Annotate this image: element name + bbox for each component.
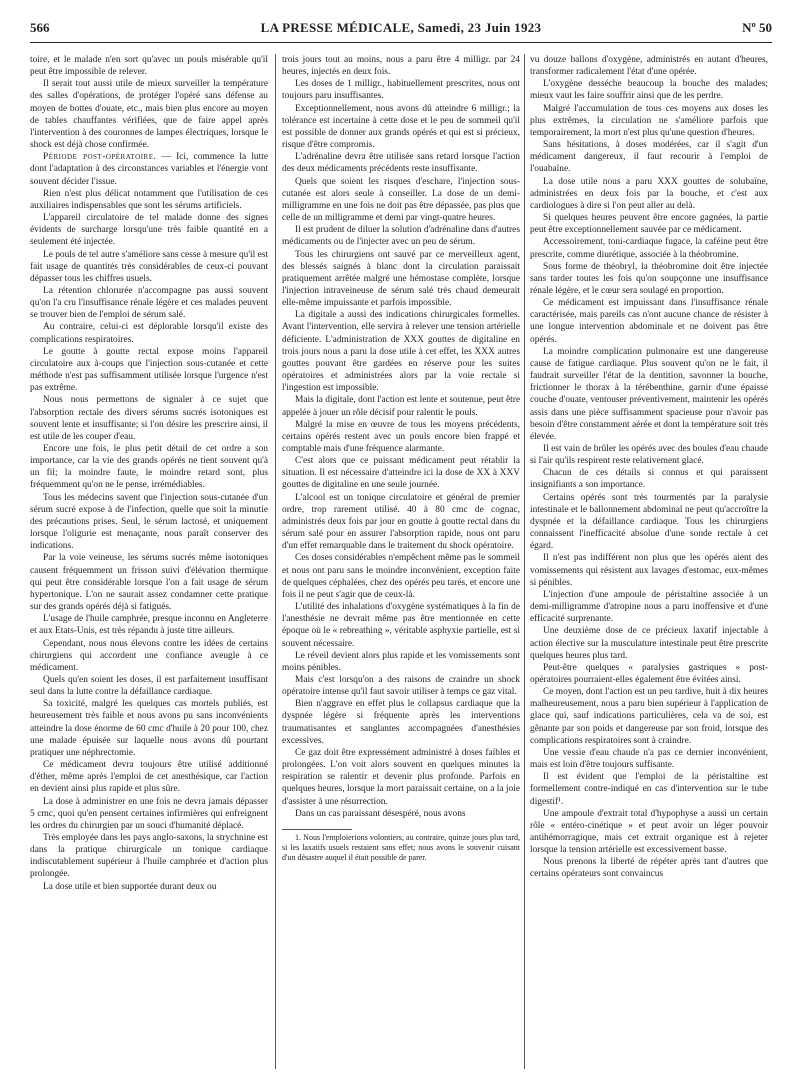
- paragraph: L'oxygène desséche beaucoup la bouche des malades; mieux vaut les faire souffrir ainsi que de les perdre.: [530, 79, 768, 102]
- paragraph: trois jours tout au moins, nous a paru être 4 milligr. par 24 heures, injectés en deux fois.: [282, 55, 520, 78]
- paragraph: La moindre complication pulmonaire est une dangereuse cause de fatigue cardiaque. Plus souvent qu'on ne le fait, il faudrait surveiller l'état de la dentition, savonner la bouche, frictionner le thorax à la térébenthine, garnir d'une épaisse couche d'ouate, ventouser préventivement, maintenir les opérés assis dans une pièce suffisamment spacieuse pour n'avoir pas besoin d'être constamment aérée et dont la température soit très élevée.: [530, 346, 768, 442]
- paragraph: Nous nous permettons de signaler à ce sujet que l'absorption rectale des divers sérums sucrés isotoniques est souvent lente et insuffisante; si l'on désire les prescrire ainsi, il est utile de les couper d'eau.: [30, 395, 268, 442]
- paragraph: Il serait tout aussi utile de mieux surveiller la température des salles d'opérations, de protéger l'opéré sans défense au moyen de bottes d'ouate, etc., mais bien plus encore au moyen de tables chauffantes vérifiées, que de faire appel après l'intervention à des couronnes de lampes électriques, lorsque le shock est déjà chose confirmée.: [30, 79, 268, 151]
- paragraph: La dose à administrer en une fois ne devra jamais dépasser 5 cmc, quoi qu'en pensent certaines infirmières qui enfreignent les ordres du chirurgien par un souci d'humanité déplacé.: [30, 796, 268, 831]
- paragraph: L'utilité des inhalations d'oxygène systématiques à la fin de l'anesthésie ne devrait même pas être mentionnée en cette époque où le « rebreathing », véritable asphyxie partielle, est si souvent nécessaire.: [282, 602, 520, 649]
- text-column-2: [282, 54, 520, 1069]
- paragraph: L'appareil circulatoire de tel malade donne des signes évidents de surcharge lorsqu'une très faible quantité en a seulement été injectée.: [30, 213, 268, 248]
- page-number: 566: [30, 20, 50, 35]
- paragraph: Au contraire, celui-ci est déplorable lorsqu'il existe des complications respiratoires.: [30, 322, 268, 345]
- paragraph: Il n'est pas indifférent non plus que les opérés aient des vomissements qui résistent aux lavages d'estomac, eux-mêmes si pénibles.: [530, 553, 768, 588]
- paragraph: Bien n'aggrave en effet plus le collapsus cardiaque que la dyspnée légère si fréquente après les interventions traumatisantes et sanglantes accompagnées d'anesthésies excessives.: [282, 699, 520, 746]
- paragraph: Une ampoule d'extrait total d'hypophyse a aussi un certain rôle « entéro-cinétique » et peut avoir un léger pouvoir antihémorragique, mais cet extrait organique est à rejeter lorsque la tension artérielle est excessivement basse.: [530, 808, 768, 856]
- paragraph: Encore une fois, le plus petit détail de cet ordre a son importance, car la vie des grands opérés ne tient souvent qu'à un fil; la moindre faute, le moindre retard sont, plus fréquemment qu'on ne le pense, irrémédiables.: [30, 444, 268, 491]
- footnote-rule: [282, 829, 352, 830]
- paragraph: Rien n'est plus délicat notamment que l'utilisation de ces auxiliaires indispensables que sont les sérums artificiels.: [30, 188, 268, 211]
- paragraph: Le pouls de tel autre s'améliore sans cesse à mesure qu'il est fait usage de quantités très considérables de ceux-ci pouvant dépasser tous les chiffres usuels.: [30, 249, 268, 284]
- paragraph: Mais la digitale, dont l'action est lente et soutenue, peut être appelée à jouer un rôle décisif pour ralentir le pouls.: [282, 395, 520, 418]
- paragraph: Très employée dans les pays anglo-saxons, la strychnine est dans la pratique chirurgicale un tonique cardiaque indiscutablement supérieur à l'huile camphrée et d'action plus prolongée.: [30, 833, 268, 880]
- paragraph: Une deuxième dose de ce précieux laxatif injectable à action élective sur la musculature intestinale peut être prescrite quelques heures plus tard.: [530, 626, 768, 661]
- paragraph: Accessoirement, toni-cardiaque fugace, la caféine peut être prescrite, comme diurétique, associée à la théobromine.: [530, 237, 768, 260]
- paragraph: L'adrénaline devra être utilisée sans retard lorsque l'action des deux médicaments précédents reste insuffisante.: [282, 152, 520, 175]
- paragraph: Ce moyen, dont l'action est un peu tardive, huit à dix heures malheureusement, nous a paru bien supérieur à l'application de glace qui, sauf indications particulières, cela va de soi, est gênante par son poids et dangereuse par son froid, lorsque des complications respiratoires sont à craindre.: [530, 687, 768, 746]
- text-column-1: [30, 54, 268, 1069]
- paragraph: Mais c'est lorsqu'on a des raisons de craindre un shock opératoire intense qu'il faut savoir utiliser à temps ce gaz vital.: [282, 674, 520, 698]
- paragraph: Ce gaz doit être expressément administré à doses faibles et prolongées. L'on voit alors souvent en quelques minutes la respiration se ralentir et devenir plus profonde. Parfois en quelques heures, lorsque la mort paraissait certaine, on a la joie d'assister à une résurrection.: [282, 747, 520, 807]
- paragraph: Ces doses considérables n'empêchent même pas le sommeil et nous ont paru sans le moindre inconvénient, exception faite de quelques céphalées, chez des opérés peu tarés, et encore une fois il ne peut s'agir que de ceux-là.: [282, 553, 520, 600]
- paragraph: Tous les chirurgiens ont sauvé par ce merveilleux agent, des blessés saignés à blanc dont la circulation paraissait pratiquement arrêtée malgré une hémostase complète, lorsque l'injection intraveineuse de sérum salé très chaud demeurait elle-même impuissante et parfois impossible.: [282, 249, 520, 309]
- journal-title: LA PRESSE MÉDICALE, Samedi, 23 Juin 1923: [260, 20, 542, 35]
- paragraph: C'est alors que ce puissant médicament peut rétablir la situation. Il est nécessaire d'atteindre ici la dose de XX à XXV gouttes de digitaline en une seule journée.: [282, 456, 520, 491]
- paragraph: La rétention chlorurée n'accompagne pas aussi souvent qu'on l'a cru l'insuffisance rénale légère et ces malades peuvent se trouver bien de l'emploi de sérum salé.: [30, 285, 268, 321]
- paragraph-text: — Ici, commence la lutte dont l'adaptation à des circonstances variables et l'énergie vont souvent décider l'issue.: [30, 152, 268, 187]
- paragraph: Sa toxicité, malgré les quelques cas mortels publiés, est heureusement très faible et nous avons pu sans inconvénients atteindre la dose énorme de 60 cmc d'huile à 20 pour 100, chez une malade épuisée sur laquelle nous avons dû pourtant pratiquer une néphrectomie.: [30, 699, 268, 758]
- paragraph: Ce médicament est impuissant dans l'insuffisance rénale caractérisée, mais pareils cas n'ont aucune chance de résister à une longue intervention abdominale et ne doivent pas être opérés.: [530, 298, 768, 345]
- paragraph: Exceptionnellement, nous avons dû atteindre 6 milligr.; la tolérance est incertaine à cette dose et le peu de sommeil qu'il est possible de donner aux grands opérés et qui est si précieux, risque d'être compromis.: [282, 103, 520, 151]
- paragraph: Quels que soient les risques d'eschare, l'injection sous-cutanée est alors seule à conseiller. La dose de un demi-milligramme en une fois ne doit pas être dépassée, pas plus que celle de un milligramme et demi par vingt-quatre heures.: [282, 176, 520, 224]
- paragraph: Certains opérés sont très tourmentés par la paralysie intestinale et le ballonnement abdominal ne peut qu'accroître la dyspnée et la défaillance cardiaque. Tous les chirurgiens connaissent l'inefficacité absolue d'une sonde rectale à cet égard.: [530, 492, 768, 552]
- paragraph: Malgré l'accumulation de tous ces moyens aux doses les plus extrêmes, la circulation ne s'améliore parfois que temporairement, la mort n'est plus qu'une question d'heures.: [530, 103, 768, 138]
- paragraph: Chacun de ces détails si connus et qui paraissent insignifiants a son importance.: [530, 468, 768, 491]
- paragraph: Il est vain de brûler les opérés avec des boules d'eau chaude si l'air qu'ils respirent reste relativement glacé.: [530, 444, 768, 467]
- paragraph: Une vessie d'eau chaude n'a pas ce dernier inconvénient, mais est loin d'être toujours suffisante.: [530, 747, 768, 771]
- paragraph: [30, 151, 268, 187]
- paragraph: Le réveil devient alors plus rapide et les vomissements sont moins pénibles.: [282, 650, 520, 673]
- paragraph: Malgré la mise en œuvre de tous les moyens précédents, certains opérés restent avec un pouls encore bien frappé et comptable mais d'une fréquence alarmante.: [282, 419, 520, 454]
- paragraph: Par la voie veineuse, les sérums sucrés même isotoniques causent fréquemment un frisson suivi d'élévation thermique qui peut être considérable lorsque l'on a fait usage de sérum hypertonique. L'on ne saurait assez condamner cette pratique sur des grands opérés déjà si fatigués.: [30, 553, 268, 613]
- text-column-3: [530, 54, 768, 1069]
- paragraph: La digitale a aussi des indications chirurgicales formelles. Avant l'intervention, elle servira à relever une tension artérielle déficiente. L'administration de XXX gouttes de digitaline en trois jours nous a paru la dose utile à cet effet, les XXX autres gouttes pouvant être gardées en réserve pour les suites opératoires et administrées alors par la voie rectale si l'ingestion est impossible.: [282, 310, 520, 394]
- paragraph: Il est prudent de diluer la solution d'adrénaline dans d'autres médicaments ou de l'injecter avec un peu de sérum.: [282, 225, 520, 248]
- paragraph: L'usage de l'huile camphrée, presque inconnu en Angleterre et aux Etats-Unis, est très répandu à juste titre ailleurs.: [30, 614, 268, 637]
- paragraph: Si quelques heures peuvent être encore gagnées, la partie peut être exceptionnellement sauvée par ce médicament.: [530, 213, 768, 236]
- paragraph: Sous forme de théobryl, la théobromine doit être injectée sans tarder toutes les fois qu'on soupçonne une insuffisance rénale légère, et le cœur sera soulagé en proportion.: [530, 261, 768, 296]
- paragraph: vu douze ballons d'oxygène, administrés en autant d'heures, transformer radicalement l'état d'une opérée.: [530, 55, 768, 78]
- paragraph: L'alcool est un tonique circulatoire et général de premier ordre, trop rarement utilisé. 40 à 80 cmc de cognac, administrés deux fois par jour en goutte à goutte rectal dans du sérum salé pour en assurer l'absorption rapide, nous ont paru d'un effet remarquable dans le traitement du shock opératoire.: [282, 492, 520, 552]
- paragraph: Tous les médecins savent que l'injection sous-cutanée d'un sérum sucré expose à de l'infection, quelle que soit la minutie des précautions prises. Seul, le sérum lactosé, et uniquement lorsque l'oligurie est menaçante, nous paraît conserver des indications.: [30, 492, 268, 552]
- paragraph: Cependant, nous nous élevons contre les idées de certains chirurgiens qui accordent une confiance aveugle à ce médicament.: [30, 638, 268, 673]
- section-heading: Période post-opératoire.: [43, 152, 157, 163]
- issue-number: Nº 50: [742, 20, 772, 35]
- column-divider: [275, 54, 276, 1069]
- paragraph: toire, et le malade n'en sort qu'avec un pouls misérable qu'il peut être impossible de relever.: [30, 55, 268, 78]
- paragraph: Sans hésitations, à doses modérées, car il s'agit d'un médicament dangereux, il faut recourir à l'emploi de l'ouabaïne.: [530, 140, 768, 175]
- column-divider: [524, 54, 525, 1069]
- paragraph: Le goutte à goutte rectal expose moins l'appareil circulatoire aux à-coups que l'injection sous-cutanée et cette méthode n'est pas suffisamment utilisée lorsque l'urgence n'est pas extrême.: [30, 346, 268, 394]
- paragraph: Ce médicament devra toujours être utilisé additionné d'éther, même après l'emploi de cet anesthésique, car l'action en devient ainsi plus rapide et plus sûre.: [30, 760, 268, 795]
- paragraph: Peut-être quelques « paralysies gastriques » post-opératoires pourraient-elles également être évitées ainsi.: [530, 662, 768, 685]
- paragraph: Dans un cas paraissant désespéré, nous avons: [295, 808, 466, 819]
- paragraph: Quels qu'en soient les doses, il est parfaitement insuffisant seul dans la lutte contre la défaillance cardiaque.: [30, 674, 268, 698]
- page-header: [30, 18, 772, 43]
- paragraph: Il est évident que l'emploi de la péristaltine est formellement contre-indiqué en cas d'intervention sur le tube digestif¹.: [530, 772, 768, 807]
- footnote: 1. Nous l'emploierions volontiers, au contraire, quinze jours plus tard, si les laxatifs usuels restaient sans effet; nous avons le souvenir cuisant d'un désastre auquel il était possible de parer.: [282, 832, 520, 862]
- paragraph: La dose utile et bien supportée durant deux ou: [43, 881, 217, 892]
- paragraph: L'injection d'une ampoule de péristaltine associée à un demi-milligramme d'atropine nous a paru inoffensive et d'une efficacité surprenante.: [530, 589, 768, 625]
- paragraph: Les doses de 1 milligr., habituellement prescrites, nous ont toujours paru insuffisantes.: [282, 79, 520, 102]
- paragraph: La dose utile nous a paru XXX gouttes de solubaïne, administrées en deux fois par la bouche, et c'est aux cardiologues à dire si l'on peut aller au delà.: [530, 176, 768, 211]
- paragraph: Nous prenons la liberté de répéter après tant d'autres que certains opérateurs sont convaincus: [530, 857, 768, 880]
